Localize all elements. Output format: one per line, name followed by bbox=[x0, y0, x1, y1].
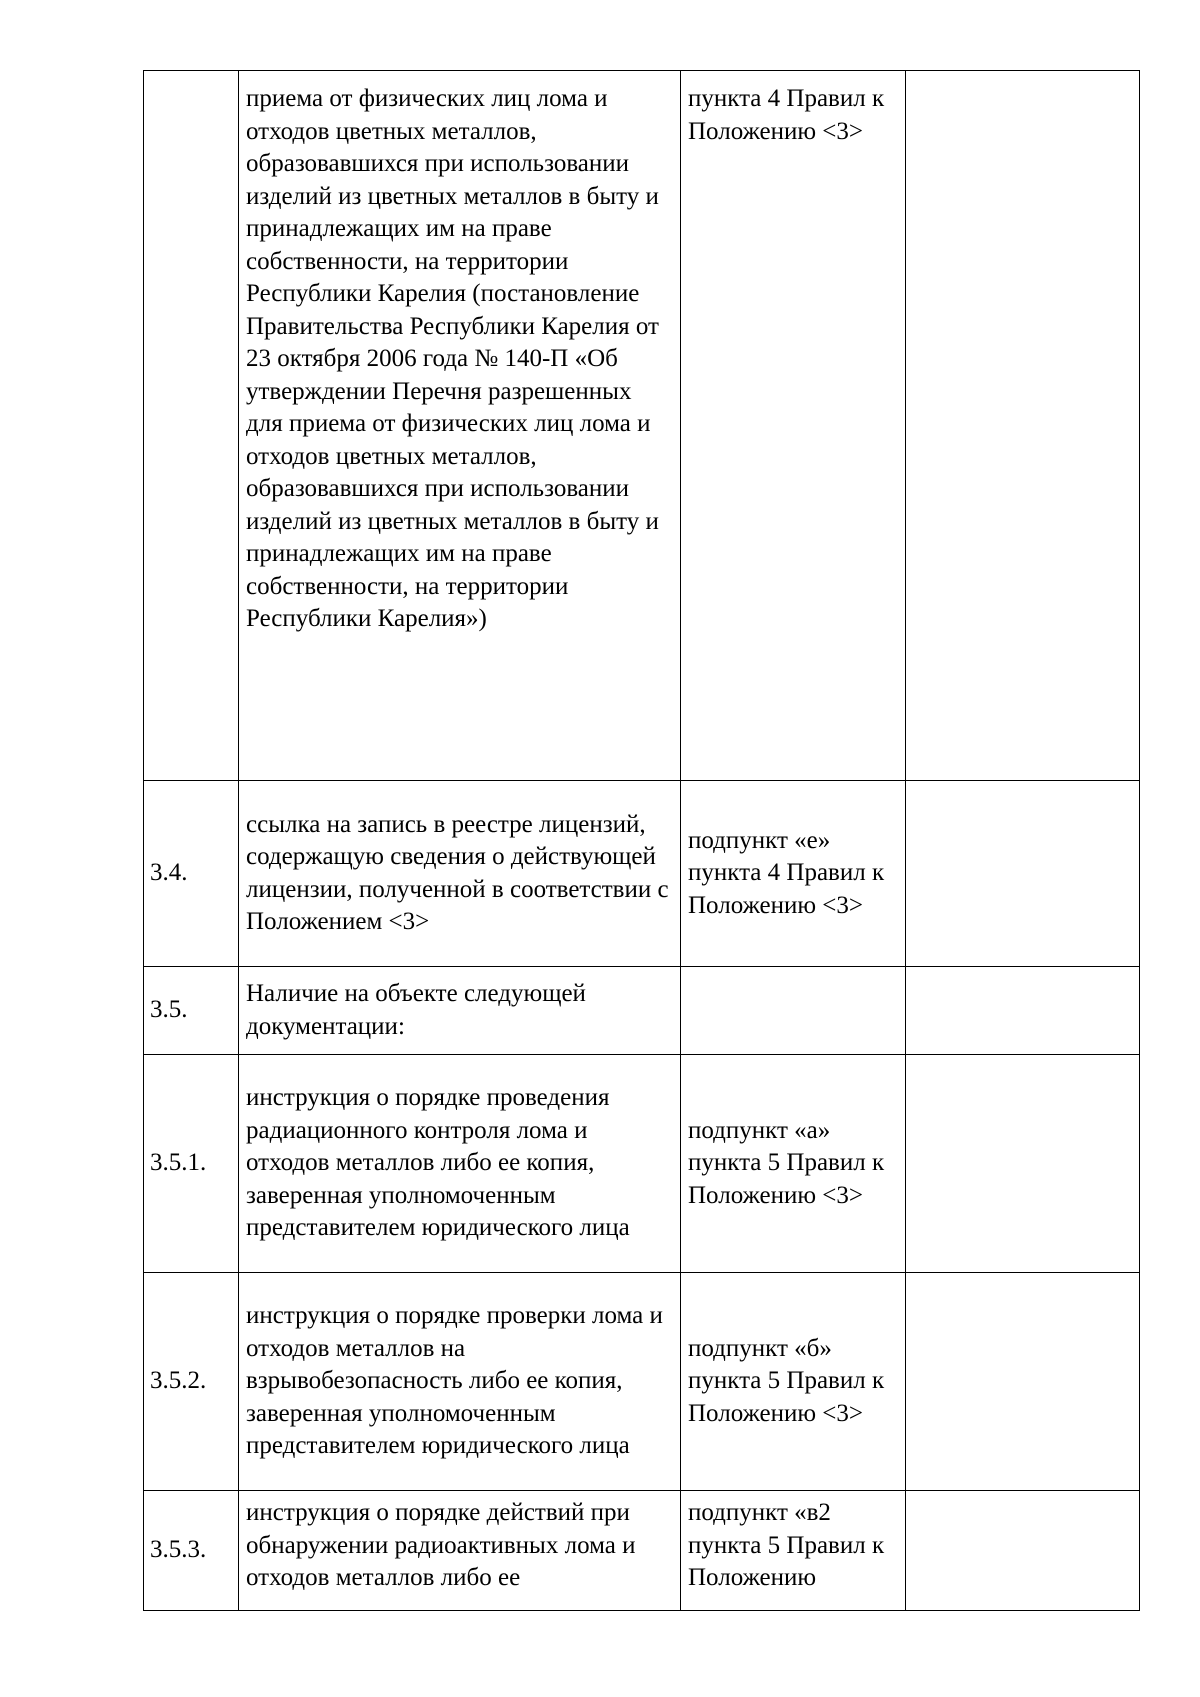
row-number-cell: 3.5.3. bbox=[144, 1491, 239, 1611]
reference-cell bbox=[681, 1055, 906, 1273]
row-number-cell: 3.4. bbox=[144, 781, 239, 967]
reference-cell bbox=[681, 71, 906, 781]
reference-text: подпункт «в2 пункта 5 Правил к Положению bbox=[688, 1499, 885, 1591]
reference-text: пункта 4 Правил к Положению <3> bbox=[688, 85, 885, 145]
answer-cell bbox=[906, 71, 1140, 781]
answer-cell bbox=[906, 1273, 1140, 1491]
answer-cell bbox=[906, 781, 1140, 967]
row-number-cell: 3.5.2. bbox=[144, 1273, 239, 1491]
table-row bbox=[144, 967, 1140, 1055]
requirement-text: инструкция о порядке действий при обнаружении радиоактивных лома и отходов металлов либо ее bbox=[246, 1499, 636, 1591]
table-row bbox=[144, 1055, 1140, 1273]
row-number-cell: 3.5.1. bbox=[144, 1055, 239, 1273]
requirement-cell bbox=[239, 1273, 681, 1491]
row-number-cell: 3.5. bbox=[144, 967, 239, 1055]
requirement-cell bbox=[239, 781, 681, 967]
requirement-text: ссылка на запись в реестре лицензий, содержащую сведения о действующей лицензии, полученной в соответствии с Положением <3> bbox=[246, 810, 669, 935]
reference-cell bbox=[681, 1273, 906, 1491]
requirement-text: инструкция о порядке проведения радиационного контроля лома и отходов металлов либо ее копия, заверенная уполномоченным представителем юридического лица bbox=[246, 1084, 630, 1242]
requirement-cell bbox=[239, 71, 681, 781]
answer-cell bbox=[906, 967, 1140, 1055]
reference-text: подпункт «а» пункта 5 Правил к Положению <3> bbox=[688, 1116, 885, 1209]
requirement-text: приема от физических лиц лома и отходов цветных металлов, образовавшихся при использовании изделий из цветных металлов в быту и принадлежащих им на праве собственности, на территории Республики Карелия (постановление Правительства Республики Карелия от 23 октября 2006 года № 140-П «Об утверждении Перечня разрешенных для приема от физических лиц лома и отходов цветных металлов, образовавшихся при использовании изделий из цветных металлов в быту и принадлежащих им на праве собственности, на территории Республики Карелия») bbox=[246, 85, 659, 632]
requirement-text: Наличие на объекте следующей документации: bbox=[246, 980, 586, 1040]
reference-cell bbox=[681, 1491, 906, 1611]
requirement-cell bbox=[239, 1491, 681, 1611]
reference-text: подпункт «б» пункта 5 Правил к Положению <3> bbox=[688, 1334, 885, 1427]
requirements-table bbox=[143, 70, 1140, 1611]
table-row bbox=[144, 1491, 1140, 1611]
reference-cell bbox=[681, 967, 906, 1055]
reference-cell bbox=[681, 781, 906, 967]
table-row bbox=[144, 1273, 1140, 1491]
table-row bbox=[144, 781, 1140, 967]
requirement-cell bbox=[239, 1055, 681, 1273]
reference-text: подпункт «е» пункта 4 Правил к Положению <3> bbox=[688, 826, 885, 919]
requirement-cell bbox=[239, 967, 681, 1055]
answer-cell bbox=[906, 1491, 1140, 1611]
table-row bbox=[144, 71, 1140, 781]
answer-cell bbox=[906, 1055, 1140, 1273]
row-number-cell bbox=[144, 71, 239, 781]
requirement-text: инструкция о порядке проверки лома и отходов металлов на взрывобезопасность либо ее копия, заверенная уполномоченным представителем юридического лица bbox=[246, 1302, 663, 1460]
